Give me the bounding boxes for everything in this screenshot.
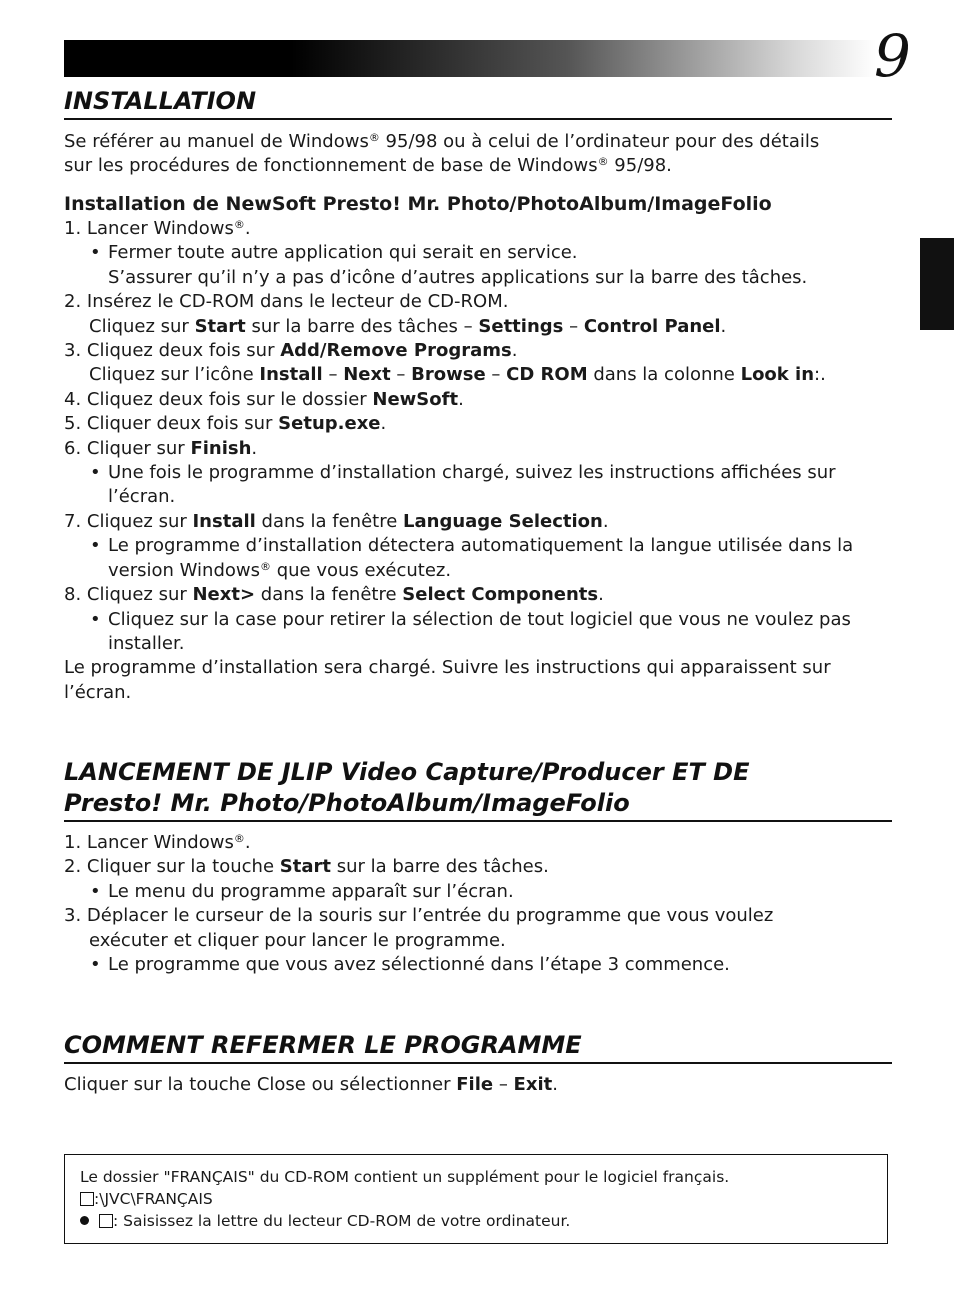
drive-letter-box-icon bbox=[80, 1192, 94, 1206]
close-instructions: Cliquer sur la touche Close ou sélectionner File – Exit. bbox=[64, 1074, 558, 1095]
list-item: • Cliquez sur la case pour retirer la sélection de tout logiciel que vous ne voulez pas installer. bbox=[90, 608, 851, 654]
installation-steps: 1. Lancer Windows®. • Fermer toute autre application qui serait en service. S’assurer qu’il n’y a pas d’icône d’autres applications sur la barre des tâches. 2. Insérez le CD-ROM dans le lecteur de CD-ROM. Cliquez sur Start sur la barre des tâches – Settings – Control Panel. 3. Cliquez deux fois sur Add/Remove Programs. Cliquez sur l’icône Install – Next – Browse – CD ROM dans la colonne Look in:. 4. Cliquez deux fois sur le dossier NewSoft. 5. Cliquer deux fois sur Setup.exe. 6. Cliquer sur Finish. • Une fois le programme d’installation chargé, suivez les instructions affichées sur l’écran. 7. Cliquez sur Install dans la fenêtre Language Selection. • Le programme d’installation détectera automatiquement la langue utilisée dans la version Windows® que vous exécutez. 8. Cliquez sur Next> dans la fenêtre Select Components. • Cliquez sur la case pour retirer la sélection de tout logiciel que vous ne voulez pas installer. Le programme d’installation sera chargé. Suivre les instructions qui apparaissent sur l’écran. bbox=[64, 217, 894, 705]
section-title-launch: LANCEMENT DE JLIP Video Capture/Producer ET DE Presto! Mr. Photo/PhotoAlbum/ImageFolio bbox=[64, 757, 892, 822]
note-line: Le dossier "FRANÇAIS" du CD-ROM contient un supplément pour le logiciel français. bbox=[80, 1168, 730, 1186]
list-item: 4. Cliquez deux fois sur le dossier NewSoft. bbox=[64, 388, 464, 410]
page-header-bar bbox=[64, 40, 876, 77]
installation-intro: Se référer au manuel de Windows® 95/98 ou à celui de l’ordinateur pour des détails sur les procédures de fonctionnement de base de Windows® 95/98. bbox=[64, 131, 820, 177]
installation-subtitle: Installation de NewSoft Presto! Mr. Photo/PhotoAlbum/ImageFolio bbox=[64, 193, 772, 215]
list-item: 2. Insérez le CD-ROM dans le lecteur de CD-ROM. bbox=[64, 291, 509, 313]
list-item: 8. Cliquez sur Next> dans la fenêtre Select Components. bbox=[64, 584, 604, 606]
list-item: 1. Lancer Windows®. bbox=[64, 832, 251, 853]
list-item: 3. Déplacer le curseur de la souris sur l’entrée du programme que vous voulez bbox=[64, 905, 774, 927]
list-item: 7. Cliquez sur Install dans la fenêtre Language Selection. bbox=[64, 510, 609, 532]
page-number: 9 bbox=[874, 22, 911, 90]
installation-outro-line: l’écran. bbox=[64, 681, 132, 703]
bullet-dot-icon bbox=[80, 1216, 89, 1225]
drive-letter-box-icon bbox=[99, 1214, 113, 1228]
list-item: 3. Cliquez deux fois sur Add/Remove Programs. bbox=[64, 340, 518, 362]
section-title-installation: INSTALLATION bbox=[64, 86, 892, 120]
list-item: • Fermer toute autre application qui serait en service. S’assurer qu’il n’y a pas d’icône d’autres applications sur la barre des tâches. bbox=[90, 242, 808, 288]
section-title-close: COMMENT REFERMER LE PROGRAMME bbox=[64, 1030, 892, 1064]
list-item: • Une fois le programme d’installation chargé, suivez les instructions affichées sur l’écran. bbox=[90, 462, 836, 508]
list-item: • Le programme d’installation détectera automatiquement la langue utilisée dans la version Windows® que vous exécutez. bbox=[90, 535, 854, 581]
list-item: 2. Cliquer sur la touche Start sur la barre des tâches. bbox=[64, 856, 549, 878]
installation-outro-line: Le programme d’installation sera chargé. Suivre les instructions qui apparaissent sur bbox=[64, 657, 831, 679]
list-item: 6. Cliquer sur Finish. bbox=[64, 437, 258, 459]
note-line: :\JVC\FRANÇAIS bbox=[80, 1188, 880, 1210]
list-item: • Le menu du programme apparaît sur l’écran. bbox=[90, 880, 514, 902]
list-item: 5. Cliquer deux fois sur Setup.exe. bbox=[64, 413, 387, 435]
list-item: • Le programme que vous avez sélectionné dans l’étape 3 commence. bbox=[90, 954, 730, 976]
list-item: 1. Lancer Windows®. bbox=[64, 218, 251, 239]
launch-steps: 1. Lancer Windows®. 2. Cliquer sur la touche Start sur la barre des tâches. • Le menu du programme apparaît sur l’écran. 3. Déplacer le curseur de la souris sur l’entrée du programme que vous voulez exécuter et cliquer pour lancer le programme. • Le programme que vous avez sélectionné dans l’étape 3 commence. bbox=[64, 831, 894, 977]
language-side-tab bbox=[920, 238, 954, 330]
note-line: : Saisissez la lettre du lecteur CD-ROM de votre ordinateur. bbox=[80, 1210, 880, 1232]
